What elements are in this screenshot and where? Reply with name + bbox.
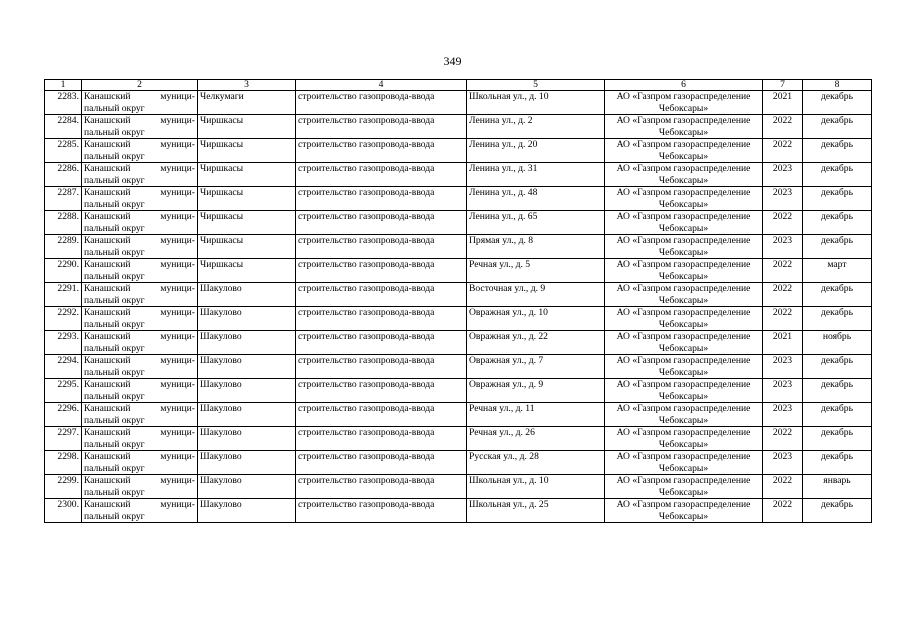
- row-number-cell: 2295.: [45, 379, 82, 403]
- table-row: [45, 283, 872, 307]
- okrug-cell: Канашский муници-пальный округ: [82, 235, 198, 259]
- address-cell: Ленина ул., д. 20: [467, 139, 605, 163]
- okrug-cell: Канашский муници-пальный округ: [82, 403, 198, 427]
- settlement-cell: Шакулово: [198, 475, 296, 499]
- year-cell: 2022: [763, 427, 803, 451]
- address-cell: Школьная ул., д. 25: [467, 499, 605, 523]
- address-cell: Овражная ул., д. 9: [467, 379, 605, 403]
- row-number-cell: 2287.: [45, 187, 82, 211]
- year-cell: 2023: [763, 163, 803, 187]
- work-type-cell: строительство газопровода-ввода: [296, 331, 467, 355]
- page-number: 349: [443, 54, 462, 68]
- row-number-cell: 2292.: [45, 307, 82, 331]
- organization-cell: АО «Газпром газораспределение Чебоксары»: [605, 211, 763, 235]
- okrug-cell: Канашский муници-пальный округ: [82, 115, 198, 139]
- year-cell: 2023: [763, 451, 803, 475]
- column-header: 5: [467, 80, 605, 91]
- settlement-cell: Шакулово: [198, 331, 296, 355]
- table-row: [45, 331, 872, 355]
- okrug-cell: Канашский муници-пальный округ: [82, 187, 198, 211]
- month-cell: декабрь: [803, 139, 872, 163]
- organization-cell: АО «Газпром газораспределение Чебоксары»: [605, 91, 763, 115]
- organization-cell: АО «Газпром газораспределение Чебоксары»: [605, 163, 763, 187]
- okrug-cell: Канашский муници-пальный округ: [82, 139, 198, 163]
- year-cell: 2022: [763, 211, 803, 235]
- settlement-cell: Чиршкасы: [198, 115, 296, 139]
- row-number-cell: 2293.: [45, 331, 82, 355]
- address-cell: Овражная ул., д. 7: [467, 355, 605, 379]
- work-type-cell: строительство газопровода-ввода: [296, 307, 467, 331]
- settlement-cell: Чиршкасы: [198, 235, 296, 259]
- settlement-cell: Чиршкасы: [198, 187, 296, 211]
- settlement-cell: Чиршкасы: [198, 163, 296, 187]
- address-cell: Речная ул., д. 11: [467, 403, 605, 427]
- year-cell: 2022: [763, 499, 803, 523]
- organization-cell: АО «Газпром газораспределение Чебоксары»: [605, 499, 763, 523]
- settlement-cell: Шакулово: [198, 283, 296, 307]
- okrug-cell: Канашский муници-пальный округ: [82, 331, 198, 355]
- row-number-cell: 2289.: [45, 235, 82, 259]
- work-type-cell: строительство газопровода-ввода: [296, 235, 467, 259]
- column-header: 3: [198, 80, 296, 91]
- table-row: [45, 235, 872, 259]
- organization-cell: АО «Газпром газораспределение Чебоксары»: [605, 475, 763, 499]
- settlement-cell: Шакулово: [198, 403, 296, 427]
- work-type-cell: строительство газопровода-ввода: [296, 139, 467, 163]
- year-cell: 2022: [763, 139, 803, 163]
- month-cell: декабрь: [803, 307, 872, 331]
- year-cell: 2022: [763, 259, 803, 283]
- okrug-cell: Канашский муници-пальный округ: [82, 91, 198, 115]
- okrug-cell: Канашский муници-пальный округ: [82, 355, 198, 379]
- organization-cell: АО «Газпром газораспределение Чебоксары»: [605, 427, 763, 451]
- month-cell: декабрь: [803, 379, 872, 403]
- year-cell: 2023: [763, 235, 803, 259]
- table-row: [45, 499, 872, 523]
- table-row: [45, 475, 872, 499]
- address-cell: Школьная ул., д. 10: [467, 91, 605, 115]
- column-header: 7: [763, 80, 803, 91]
- month-cell: март: [803, 259, 872, 283]
- work-type-cell: строительство газопровода-ввода: [296, 403, 467, 427]
- settlement-cell: Чиршкасы: [198, 211, 296, 235]
- year-cell: 2021: [763, 331, 803, 355]
- row-number-cell: 2300.: [45, 499, 82, 523]
- month-cell: декабрь: [803, 283, 872, 307]
- settlement-cell: Шакулово: [198, 355, 296, 379]
- address-cell: Восточная ул., д. 9: [467, 283, 605, 307]
- year-cell: 2022: [763, 115, 803, 139]
- organization-cell: АО «Газпром газораспределение Чебоксары»: [605, 235, 763, 259]
- month-cell: декабрь: [803, 91, 872, 115]
- settlement-cell: Шакулово: [198, 379, 296, 403]
- month-cell: декабрь: [803, 499, 872, 523]
- year-cell: 2023: [763, 187, 803, 211]
- work-type-cell: строительство газопровода-ввода: [296, 211, 467, 235]
- year-cell: 2023: [763, 355, 803, 379]
- table-row: [45, 403, 872, 427]
- address-cell: Ленина ул., д. 65: [467, 211, 605, 235]
- settlement-cell: Шакулово: [198, 451, 296, 475]
- year-cell: 2023: [763, 403, 803, 427]
- settlement-cell: Чиршкасы: [198, 139, 296, 163]
- work-type-cell: строительство газопровода-ввода: [296, 427, 467, 451]
- address-cell: Речная ул., д. 5: [467, 259, 605, 283]
- table-row: [45, 355, 872, 379]
- month-cell: ноябрь: [803, 331, 872, 355]
- work-type-cell: строительство газопровода-ввода: [296, 163, 467, 187]
- work-type-cell: строительство газопровода-ввода: [296, 283, 467, 307]
- okrug-cell: Канашский муници-пальный округ: [82, 427, 198, 451]
- row-number-cell: 2286.: [45, 163, 82, 187]
- organization-cell: АО «Газпром газораспределение Чебоксары»: [605, 187, 763, 211]
- year-cell: 2022: [763, 283, 803, 307]
- work-type-cell: строительство газопровода-ввода: [296, 499, 467, 523]
- month-cell: декабрь: [803, 187, 872, 211]
- okrug-cell: Канашский муници-пальный округ: [82, 451, 198, 475]
- row-number-cell: 2294.: [45, 355, 82, 379]
- year-cell: 2022: [763, 475, 803, 499]
- okrug-cell: Канашский муници-пальный округ: [82, 379, 198, 403]
- address-cell: Ленина ул., д. 48: [467, 187, 605, 211]
- organization-cell: АО «Газпром газораспределение Чебоксары»: [605, 259, 763, 283]
- column-header: 4: [296, 80, 467, 91]
- row-number-cell: 2285.: [45, 139, 82, 163]
- settlement-cell: Чиршкасы: [198, 259, 296, 283]
- address-cell: Прямая ул., д. 8: [467, 235, 605, 259]
- okrug-cell: Канашский муници-пальный округ: [82, 163, 198, 187]
- okrug-cell: Канашский муници-пальный округ: [82, 307, 198, 331]
- month-cell: декабрь: [803, 115, 872, 139]
- table-row: [45, 163, 872, 187]
- work-type-cell: строительство газопровода-ввода: [296, 91, 467, 115]
- table-row: [45, 307, 872, 331]
- month-cell: декабрь: [803, 163, 872, 187]
- settlement-cell: Челкумаги: [198, 91, 296, 115]
- row-number-cell: 2296.: [45, 403, 82, 427]
- month-cell: декабрь: [803, 427, 872, 451]
- organization-cell: АО «Газпром газораспределение Чебоксары»: [605, 451, 763, 475]
- okrug-cell: Канашский муници-пальный округ: [82, 259, 198, 283]
- settlement-cell: Шакулово: [198, 499, 296, 523]
- row-number-cell: 2290.: [45, 259, 82, 283]
- table-row: [45, 91, 872, 115]
- address-cell: Русская ул., д. 28: [467, 451, 605, 475]
- table-row: [45, 115, 872, 139]
- row-number-cell: 2298.: [45, 451, 82, 475]
- organization-cell: АО «Газпром газораспределение Чебоксары»: [605, 307, 763, 331]
- table-row: [45, 427, 872, 451]
- address-cell: Школьная ул., д. 10: [467, 475, 605, 499]
- work-type-cell: строительство газопровода-ввода: [296, 259, 467, 283]
- column-header: 2: [82, 80, 198, 91]
- address-cell: Речная ул., д. 26: [467, 427, 605, 451]
- organization-cell: АО «Газпром газораспределение Чебоксары»: [605, 283, 763, 307]
- work-type-cell: строительство газопровода-ввода: [296, 451, 467, 475]
- work-type-cell: строительство газопровода-ввода: [296, 187, 467, 211]
- organization-cell: АО «Газпром газораспределение Чебоксары»: [605, 355, 763, 379]
- table-row: [45, 187, 872, 211]
- month-cell: декабрь: [803, 451, 872, 475]
- table-row: [45, 379, 872, 403]
- row-number-cell: 2299.: [45, 475, 82, 499]
- column-header: 6: [605, 80, 763, 91]
- table-row: [45, 259, 872, 283]
- row-number-cell: 2283.: [45, 91, 82, 115]
- month-cell: декабрь: [803, 403, 872, 427]
- month-cell: декабрь: [803, 355, 872, 379]
- organization-cell: АО «Газпром газораспределение Чебоксары»: [605, 139, 763, 163]
- registry-table: [44, 79, 872, 523]
- address-cell: Ленина ул., д. 31: [467, 163, 605, 187]
- settlement-cell: Шакулово: [198, 307, 296, 331]
- address-cell: Овражная ул., д. 10: [467, 307, 605, 331]
- work-type-cell: строительство газопровода-ввода: [296, 475, 467, 499]
- year-cell: 2023: [763, 379, 803, 403]
- month-cell: январь: [803, 475, 872, 499]
- month-cell: декабрь: [803, 211, 872, 235]
- table-row: [45, 211, 872, 235]
- okrug-cell: Канашский муници-пальный округ: [82, 499, 198, 523]
- month-cell: декабрь: [803, 235, 872, 259]
- table-row: [45, 451, 872, 475]
- row-number-cell: 2288.: [45, 211, 82, 235]
- table-header-row: [45, 80, 872, 91]
- okrug-cell: Канашский муници-пальный округ: [82, 211, 198, 235]
- organization-cell: АО «Газпром газораспределение Чебоксары»: [605, 115, 763, 139]
- organization-cell: АО «Газпром газораспределение Чебоксары»: [605, 331, 763, 355]
- work-type-cell: строительство газопровода-ввода: [296, 355, 467, 379]
- address-cell: Овражная ул., д. 22: [467, 331, 605, 355]
- row-number-cell: 2284.: [45, 115, 82, 139]
- year-cell: 2022: [763, 307, 803, 331]
- organization-cell: АО «Газпром газораспределение Чебоксары»: [605, 403, 763, 427]
- column-header: 1: [45, 80, 82, 91]
- table-row: [45, 139, 872, 163]
- okrug-cell: Канашский муници-пальный округ: [82, 283, 198, 307]
- row-number-cell: 2291.: [45, 283, 82, 307]
- work-type-cell: строительство газопровода-ввода: [296, 115, 467, 139]
- work-type-cell: строительство газопровода-ввода: [296, 379, 467, 403]
- address-cell: Ленина ул., д. 2: [467, 115, 605, 139]
- row-number-cell: 2297.: [45, 427, 82, 451]
- column-header: 8: [803, 80, 872, 91]
- organization-cell: АО «Газпром газораспределение Чебоксары»: [605, 379, 763, 403]
- year-cell: 2021: [763, 91, 803, 115]
- settlement-cell: Шакулово: [198, 427, 296, 451]
- okrug-cell: Канашский муници-пальный округ: [82, 475, 198, 499]
